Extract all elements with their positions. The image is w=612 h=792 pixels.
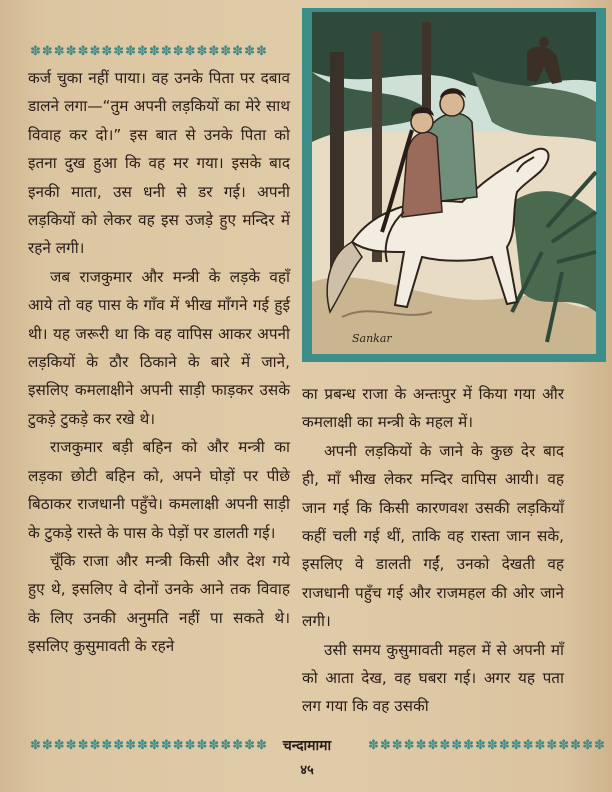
magazine-name: चन्दामामा xyxy=(282,738,332,754)
page-number: ४५ xyxy=(300,763,314,778)
right-paragraph-3: उसी समय कुसुमावती महल में से अपनी माँ को आता देख, वह घबरा गई। अगर यह पता लग गया कि वह उसकी xyxy=(302,640,564,716)
right-paragraph-1: का प्रबन्ध राजा के अन्तःपुर में किया गया और कमलाक्षी का मन्त्री के महल में। xyxy=(302,385,564,432)
left-paragraph-1: कर्ज चुका नहीं पाया। वह उनके पिता पर दबाव डालने लगा—“तुम अपनी लड़कियों का मेरे साथ विवाह कर दो।” इस बात से उनके पिता को इतना दुख हुआ कि वह मर गया। इसके बाद इनकी माता, उस धनी से डर गई। अपनी लड़कियों को लेकर वह इस उजड़े हुए मन्दिर में रहने लगी। xyxy=(28,69,290,258)
top-left-border-ornament: ✽✽✽✽✽✽✽✽✽✽✽✽✽✽✽✽✽✽✽✽ xyxy=(30,44,268,59)
horse-riders-illustration xyxy=(312,12,596,354)
left-paragraph-4: चूँकि राजा और मन्त्री किसी और देश गये हुए थे, इसलिए वे दोनों उनके आने तक विवाह के लिए उनकी अनुमति नहीं पा सकते थे। इसलिए कुसुमावती के रहने xyxy=(28,551,290,656)
artist-signature: Sankar xyxy=(352,332,392,345)
bottom-left-border-ornament: ✽✽✽✽✽✽✽✽✽✽✽✽✽✽✽✽✽✽✽✽ xyxy=(30,738,268,753)
left-paragraph-2: जब राजकुमार और मन्त्री के लड़के वहाँ आये तो वह पास के गाँव में भीख माँगने गई हुई थी। यह जरूरी था कि वह वापिस आकर अपनी लड़कियों के ठौर ठिकाने के बारे में जाने, इसलिए कमलाक्षीने अपनी साड़ी फाड़कर उसके टुकड़े टुकड़े कर रखे थे। xyxy=(28,267,290,428)
left-paragraph-3: राजकुमार बड़ी बहिन को और मन्त्री का लड़का छोटी बहिन को, अपने घोड़ों पर पीछे बिठाकर राजधानी पहुँचे। कमलाक्षी अपनी साड़ी के टुकड़े रास्ते के पास के पेड़ों पर डालती गई। xyxy=(28,438,290,542)
right-text-column xyxy=(302,380,564,721)
story-illustration xyxy=(302,8,606,362)
bottom-right-border-ornament: ✽✽✽✽✽✽✽✽✽✽✽✽✽✽✽✽✽✽✽✽ xyxy=(368,738,606,753)
left-text-column xyxy=(28,64,290,661)
right-paragraph-2: अपनी लड़कियों के जाने के कुछ देर बाद ही, माँ भीख लेकर मन्दिर वापिस आयी। वह जान गई कि किसी कारणवश उसकी लड़कियाँ कहीं चली गई थीं, ताकि वह रास्ता जान सके, इसलिए वे डालती गईं, उनको देखती वह राजधानी पहुँच गई और राजमहल की ओर जाने लगी। xyxy=(302,441,564,631)
